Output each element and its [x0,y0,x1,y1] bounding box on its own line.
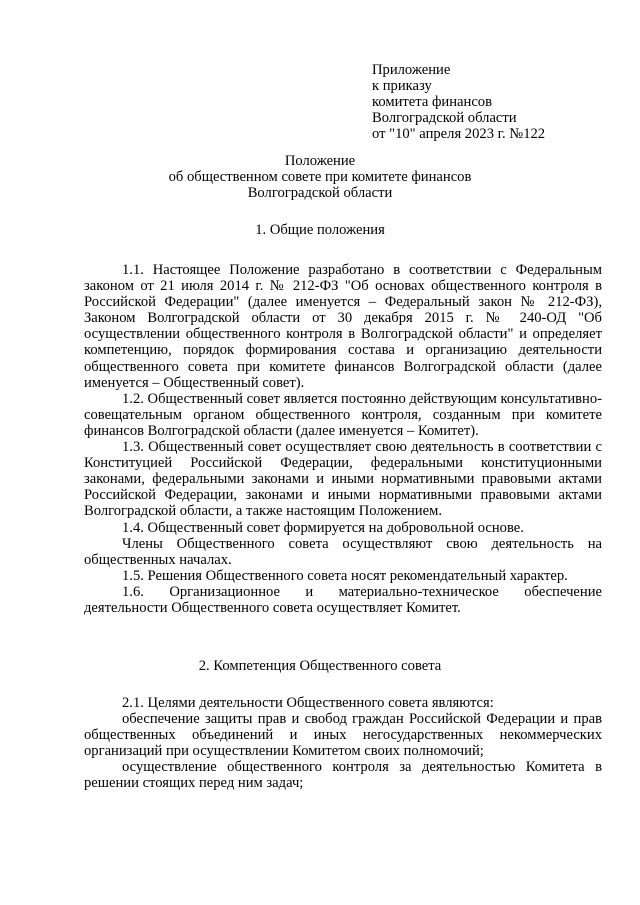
title-line: Волгоградской области [247,185,393,201]
section-heading-general: 1. Общие положения [255,222,385,238]
appendix-line: Приложение [372,62,451,78]
appendix-line: от "10" апреля 2023 г. №122 [372,126,546,142]
appendix-line: комитета финансов [372,94,492,110]
section-competence-body [84,695,602,792]
paragraph-1-4: 1.4. Общественный совет формируется на добровольной основе. [122,519,524,536]
paragraph-goal-control: осуществление общественного контроля за деятельностью Комитета в решении стоящих перед ним задач; [84,759,602,792]
document-title [0,153,640,201]
title-line: Положение [284,153,356,169]
paragraph-goal-rights: обеспечение защиты прав и свобод граждан Российской Федерации и прав общественных объединений и иных негосударственных некоммерческих организаций при осуществлении Комитетом своих полномочий; [84,711,602,760]
appendix-line: к приказу [372,78,432,94]
paragraph-1-1: 1.1. Настоящее Положение разработано в соответствии с Федеральным законом от 21 июля 2014 г. № 212-ФЗ "Об основах общественного контроля в Российской Федерации" (далее именуется – Федеральный закон № 212-ФЗ), Законом Волгоградской области от 30 декабря 2015 г. № 240-ОД "Об осуществлении общественного контроля в Волгоградской области" и определяет компетенцию, порядок формирования состава и организацию деятельности общественного совета при комитете финансов Волгоградской области (далее именуется – Общественный совет). [84,262,602,391]
paragraph-2-1: 2.1. Целями деятельности Общественного совета являются: [122,695,494,711]
section-general-body [84,262,602,616]
paragraph-1-5: 1.5. Решения Общественного совета носят рекомендательный характер. [122,567,568,584]
appendix-block [372,62,545,142]
paragraph-1-2: 1.2. Общественный совет является постоянно действующим консультативно-совещательным органом общественного контроля, созданным при комитете финансов Волгоградской области (далее именуется – Комитет). [84,390,602,439]
paragraph-1-6: 1.6. Организационное и материально-техническое обеспечение деятельности Общественного совета осуществляет Комитет. [84,583,602,616]
appendix-line: Волгоградской области [372,110,517,126]
section-heading-competence: 2. Компетенция Общественного совета [198,658,442,674]
title-line: об общественном совете при комитете финансов [168,169,472,185]
paragraph-members: Члены Общественного совета осуществляют свою деятельность на общественных началах. [84,535,602,568]
paragraph-1-3: 1.3. Общественный совет осуществляет свою деятельность в соответствии с Конституцией Российской Федерации, федеральными конституционными законами, федеральными законами и иными нормативными правовыми актами Российской Федерации, законами и иными нормативными правовыми актами Волгоградской области, а также настоящим Положением. [84,439,602,520]
